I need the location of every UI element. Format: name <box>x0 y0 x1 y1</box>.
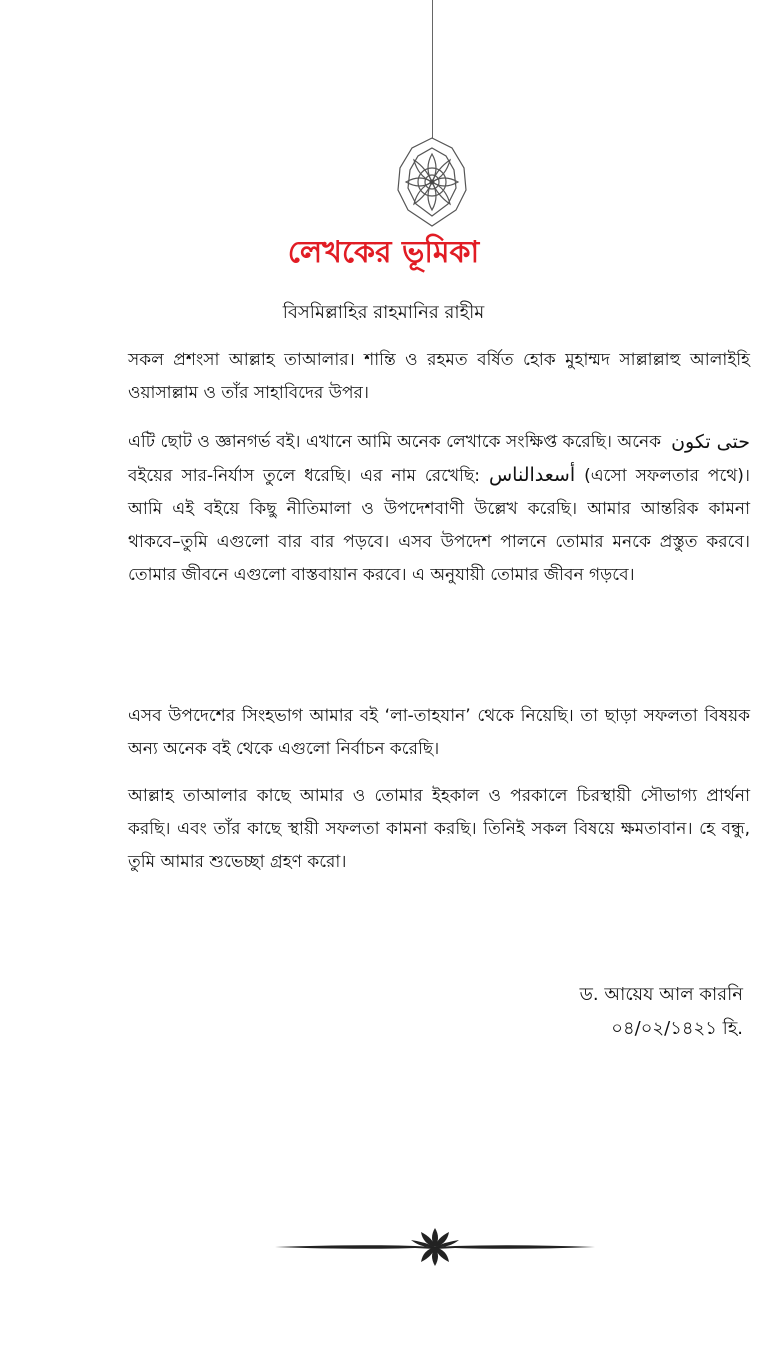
bismillah-line: বিসমিল্লাহির রাহমানির রাহীম <box>282 302 485 323</box>
arabic-title-part2: أسعدالناس <box>488 464 576 486</box>
paragraph-praise: সকল প্রশংসা আল্লাহ তাআলার। শান্তি ও রহমত বর্ষিত হোক মুহাম্মদ সাল্লাল্লাহু আলাইহি ওয়াসাল্লাম ও তাঁর সাহাবিদের উপর। <box>128 350 750 403</box>
hanging-arabesque-ornament-icon <box>394 134 470 230</box>
paragraph-prayer: আল্লাহ তাআলার কাছে আমার ও তোমার ইহকাল ও পরকালে চিরস্থায়ী সৌভাগ্য প্রার্থনা করছি। এবং তাঁর কাছে স্থায়ী সফলতা কামনা করছি। তিনিই সকল বিষয়ে ক্ষমতাবান। হে বন্ধু, তুমি আমার শুভেচ্ছা গ্রহণ করো। <box>128 786 750 872</box>
paragraph-book-intro-part2: (এসো সফলতার পথে)। আমি এই বইয়ে কিছু নীতিমালা ও উপদেশবাণী উল্লেখ করেছি। আমার আন্তরিক কামনা থাকবে–তুমি এগুলো বার বার পড়বে। এসব উপদেশ পালনে তোমার মনকে প্রস্তুত করবে। তোমার জীবনে এগুলো বাস্তবায়ান করবে। এ অনুযায়ী তোমার জীবন গড়বে। <box>128 466 751 585</box>
signature-date: ০৪/০২/১৪২১ হি. <box>611 1018 743 1039</box>
author-name: ড. আয়েয আল কারনি <box>579 984 743 1005</box>
arabic-title-part1: حتى تكون <box>671 431 750 453</box>
paragraph-book-intro-part1: এটি ছোট ও জ্ঞানগর্ভ বই। এখানে আমি অনেক লেখাকে সংক্ষিপ্ত করেছি। অনেক বইয়ের সার-নির্যাস তুলে ধরেছি। এর নাম রেখেছি: <box>128 432 662 486</box>
paragraph-sources: এসব উপদেশের সিংহভাগ আমার বই ‘লা-তাহযান’ থেকে নিয়েছি। তা ছাড়া সফলতা বিষয়ক অন্য অনেক বই থেকে এগুলো নির্বাচন করেছি। <box>128 706 750 759</box>
paragraph-book-intro <box>128 426 750 592</box>
signature-block <box>580 978 743 1046</box>
ornament-hanging-line <box>432 0 433 138</box>
lotus-divider-ornament-icon <box>275 1222 595 1272</box>
page-title: লেখকের ভূমিকা <box>287 235 480 270</box>
